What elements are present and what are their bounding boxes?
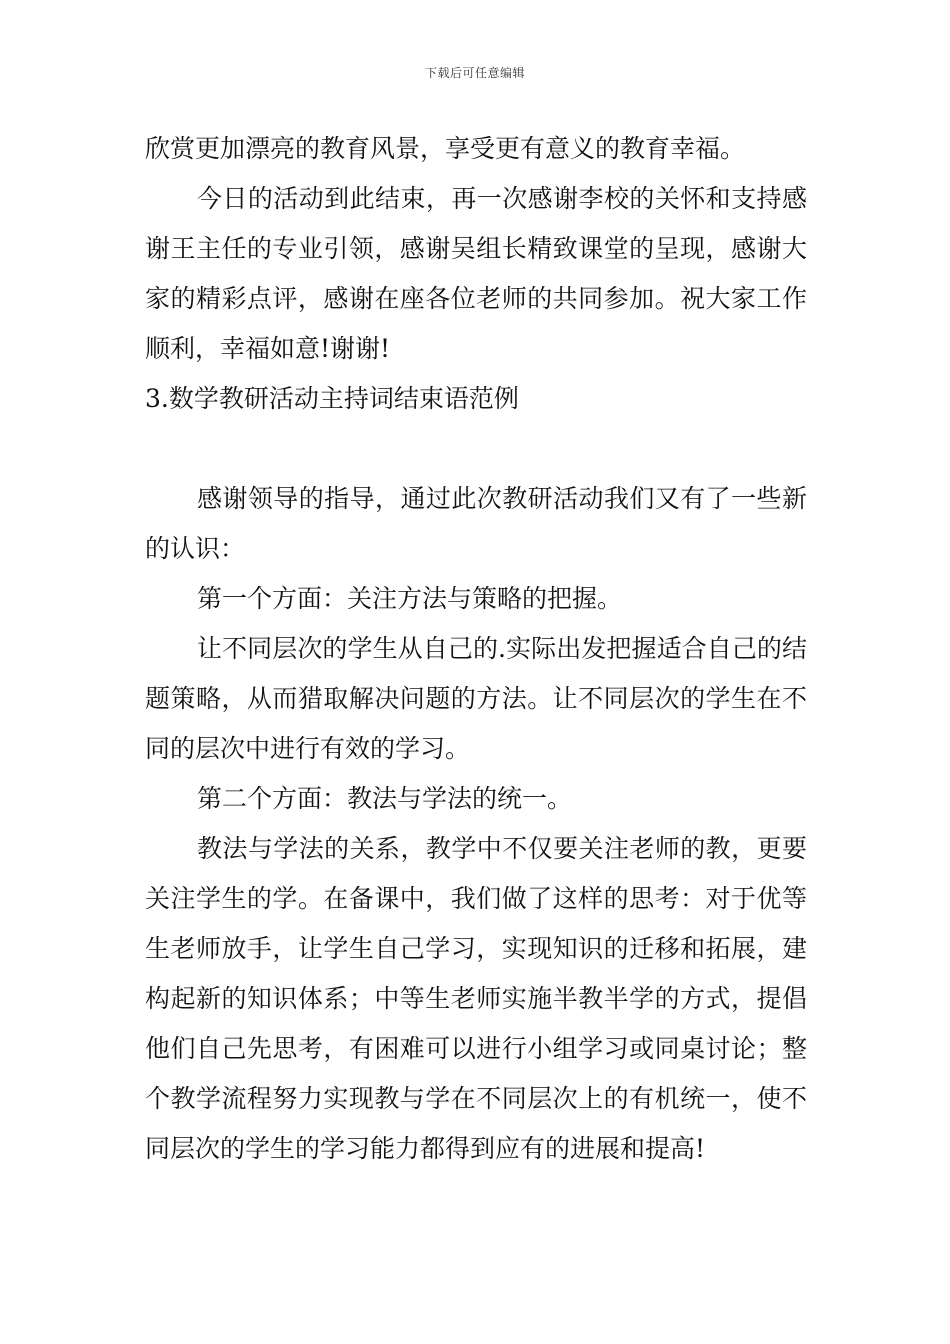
document-body bbox=[145, 124, 807, 1174]
paragraph-intro: 感谢领导的指导，通过此次教研活动我们又有了一些新的认识： bbox=[145, 484, 807, 563]
paragraph-continuation: 欣赏更加漂亮的教育风景，享受更有意义的教育幸福。 bbox=[145, 134, 746, 163]
paragraph-closing-thanks: 今日的活动到此结束，再一次感谢李校的关怀和支持感谢王主任的专业引领，感谢吴组长精致课堂的呈现，感谢大家的精彩点评，感谢在座各位老师的共同参加。祝大家工作顺利，幸福如意!谢谢! bbox=[145, 184, 807, 363]
section-heading: 3.数学教研活动主持词结束语范例 bbox=[145, 384, 519, 413]
paragraph-aspect-two-body: 教法与学法的关系，教学中不仅要关注老师的教，更要关注学生的学。在备课中，我们做了这样的思考：对于优等生老师放手，让学生自己学习，实现知识的迁移和拓展，建构起新的知识体系；中等生老师实施半教半学的方式，提倡他们自己先思考，有困难可以进行小组学习或同桌讨论；整个教学流程努力实现教与学在不同层次上的有机统一，使不同层次的学生的学习能力都得到应有的进展和提高! bbox=[145, 834, 807, 1163]
paragraph-aspect-one-title: 第一个方面：关注方法与策略的把握。 bbox=[197, 584, 623, 613]
paragraph-aspect-one-body: 让不同层次的学生从自己的.实际出发把握适合自己的结题策略，从而猎取解决问题的方法。让不同层次的学生在不同的层次中进行有效的学习。 bbox=[145, 634, 807, 763]
blank-line bbox=[145, 424, 807, 474]
paragraph-aspect-two-title: 第二个方面：教法与学法的统一。 bbox=[197, 784, 573, 813]
page-header: 下载后可任意编辑 bbox=[424, 66, 525, 80]
